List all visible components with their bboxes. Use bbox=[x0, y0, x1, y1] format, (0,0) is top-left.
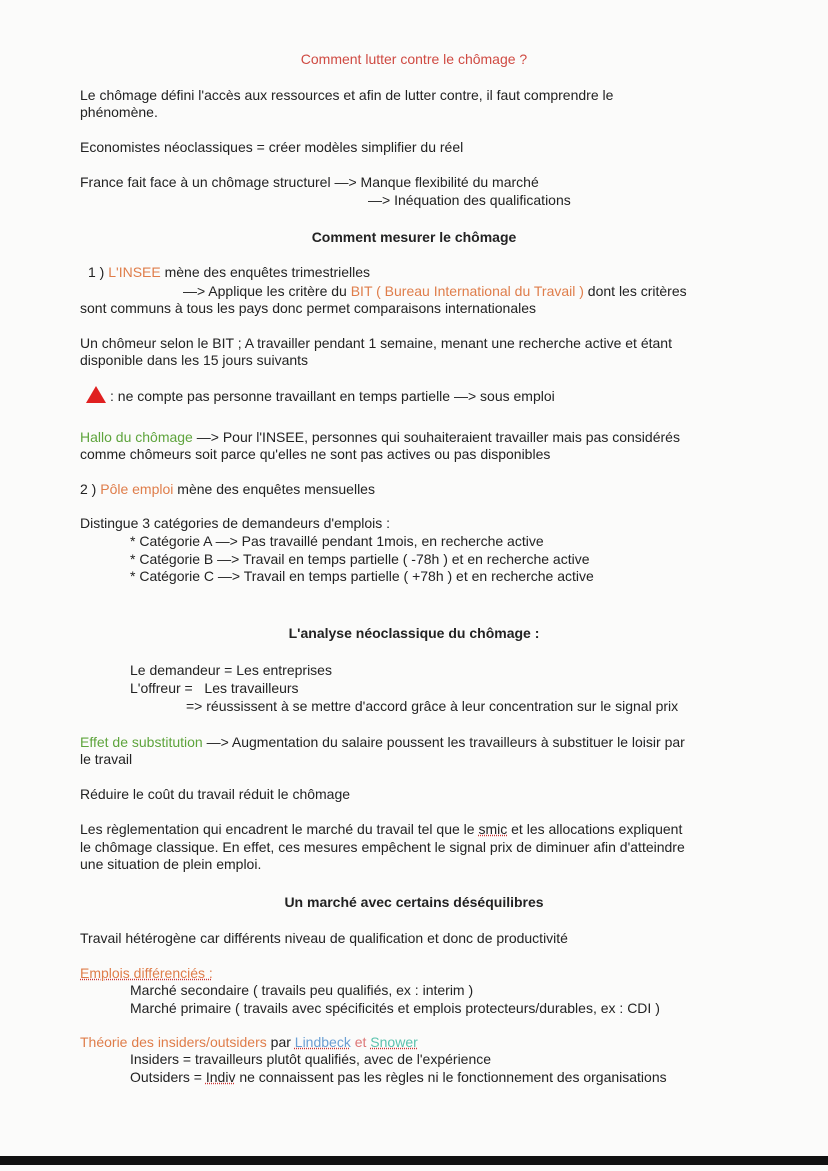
reglementation-text: et les allocations expliquent bbox=[507, 821, 683, 837]
pole-num: 2 ) bbox=[80, 481, 101, 497]
bit-after: dont les critères bbox=[583, 283, 687, 299]
hallo-line-1 bbox=[80, 429, 680, 446]
pole-line bbox=[80, 481, 375, 498]
heading-mesurer: Comment mesurer le chômage bbox=[311, 229, 517, 245]
category-item: * Catégorie B —> Travail en temps partielle ( -78h ) et en recherche active bbox=[130, 551, 590, 567]
author-snower: Snower bbox=[370, 1034, 418, 1050]
reglementation-line-2: le chômage classique. En effet, ces mesures empêchent le signal prix de diminuer afin d'atteindre bbox=[80, 839, 685, 855]
page-title: Comment lutter contre le chômage ? bbox=[300, 51, 528, 67]
theorie-par: par bbox=[266, 1034, 295, 1050]
bit-line-2: sont communs à tous les pays donc permet comparaisons internationales bbox=[80, 300, 537, 316]
insee-rest: mène des enquêtes trimestrielles bbox=[160, 264, 371, 280]
author-lindbeck: Lindbeck bbox=[294, 1034, 351, 1050]
emplois-item: Marché primaire ( travails avec spécificités et emplois protecteurs/durables, ex : CDI ) bbox=[130, 1000, 660, 1016]
category-item: * Catégorie A —> Pas travaillé pendant 1mois, en recherche active bbox=[130, 533, 544, 549]
indiv-word: Indiv bbox=[205, 1069, 236, 1085]
emplois-term: Emplois différenciés : bbox=[80, 965, 213, 981]
theorie-term: Théorie des insiders/outsiders bbox=[80, 1034, 267, 1050]
pole-name: Pôle emploi bbox=[100, 481, 174, 497]
neo-line: L'offreur = Les travailleurs bbox=[130, 680, 299, 696]
outsiders-line bbox=[130, 1069, 667, 1086]
reglementation-line-3: une situation de plein emploi. bbox=[80, 856, 262, 872]
chomeur-line-2: disponible dans les 15 jours suivants bbox=[80, 352, 309, 368]
chomeur-line-1: Un chômeur selon le BIT ; A travailler pendant 1 semaine, menant une recherche active et étant bbox=[80, 335, 672, 351]
heterogene-line: Travail hétérogène car différents niveau de qualification et donc de productivité bbox=[80, 930, 568, 946]
intro-line-2: phénomène. bbox=[80, 104, 158, 120]
insee-name: L'INSEE bbox=[108, 264, 161, 280]
insee-line bbox=[88, 264, 370, 281]
effet-rest: —> Augmentation du salaire poussent les travailleurs à substituer le loisir par bbox=[202, 734, 685, 750]
warning-line bbox=[86, 386, 555, 405]
hallo-line-2: comme chômeurs soit parce qu'elles ne sont pas actives ou pas disponibles bbox=[80, 446, 551, 462]
reglementation-line-1 bbox=[80, 821, 682, 838]
economistes-line: Economistes néoclassiques = créer modèles simplifier du réel bbox=[80, 139, 464, 155]
bottom-edge-bar bbox=[0, 1156, 828, 1165]
effet-line-1 bbox=[80, 734, 685, 751]
effet-line-2: le travail bbox=[80, 751, 133, 767]
outsiders-label: Outsiders = bbox=[130, 1069, 206, 1085]
neo-line: Le demandeur = Les entreprises bbox=[130, 662, 332, 678]
distingue-line: Distingue 3 catégories de demandeurs d'emplois : bbox=[80, 515, 391, 531]
theorie-et: et bbox=[350, 1034, 371, 1050]
effet-term: Effet de substitution bbox=[80, 734, 203, 750]
neo-line: => réussissent à se mettre d'accord grâce à leur concentration sur le signal prix bbox=[186, 698, 679, 714]
heading-marche: Un marché avec certains déséquilibres bbox=[284, 894, 544, 910]
warning-text: : ne compte pas personne travaillant en temps partielle —> sous emploi bbox=[110, 388, 555, 404]
bit-arrow: —> Applique les critère du bbox=[183, 283, 351, 299]
reglementation-text: Les règlementation qui encadrent le marché du travail tel que le bbox=[80, 821, 479, 837]
hallo-rest: —> Pour l'INSEE, personnes qui souhaiteraient travailler mais pas considérés bbox=[192, 429, 680, 445]
hallo-term: Hallo du chômage bbox=[80, 429, 193, 445]
warning-triangle-icon bbox=[86, 386, 106, 403]
france-line-1: France fait face à un chômage structurel —> Manque flexibilité du marché bbox=[80, 174, 539, 190]
outsiders-text: ne connaissent pas les règles ni le fonctionnement des organisations bbox=[235, 1069, 667, 1085]
insee-num: 1 ) bbox=[88, 264, 109, 280]
france-line-2: —> Inéquation des qualifications bbox=[368, 192, 571, 208]
pole-rest: mène des enquêtes mensuelles bbox=[173, 481, 375, 497]
insiders-line: Insiders = travailleurs plutôt qualifiés, avec de l'expérience bbox=[130, 1051, 492, 1067]
category-item: * Catégorie C —> Travail en temps partielle ( +78h ) et en recherche active bbox=[130, 568, 594, 584]
intro-line-1: Le chômage défini l'accès aux ressources et afin de lutter contre, il faut comprendre le bbox=[80, 87, 614, 103]
bit-line bbox=[183, 283, 687, 300]
emplois-item: Marché secondaire ( travails peu qualifiés, ex : interim ) bbox=[130, 982, 474, 998]
smic-word: smic bbox=[478, 821, 508, 837]
reduire-line: Réduire le coût du travail réduit le chômage bbox=[80, 786, 351, 802]
bit-name: BIT ( Bureau International du Travail ) bbox=[350, 283, 584, 299]
theorie-line bbox=[80, 1034, 418, 1051]
heading-neoclassique: L'analyse néoclassique du chômage : bbox=[288, 625, 540, 641]
